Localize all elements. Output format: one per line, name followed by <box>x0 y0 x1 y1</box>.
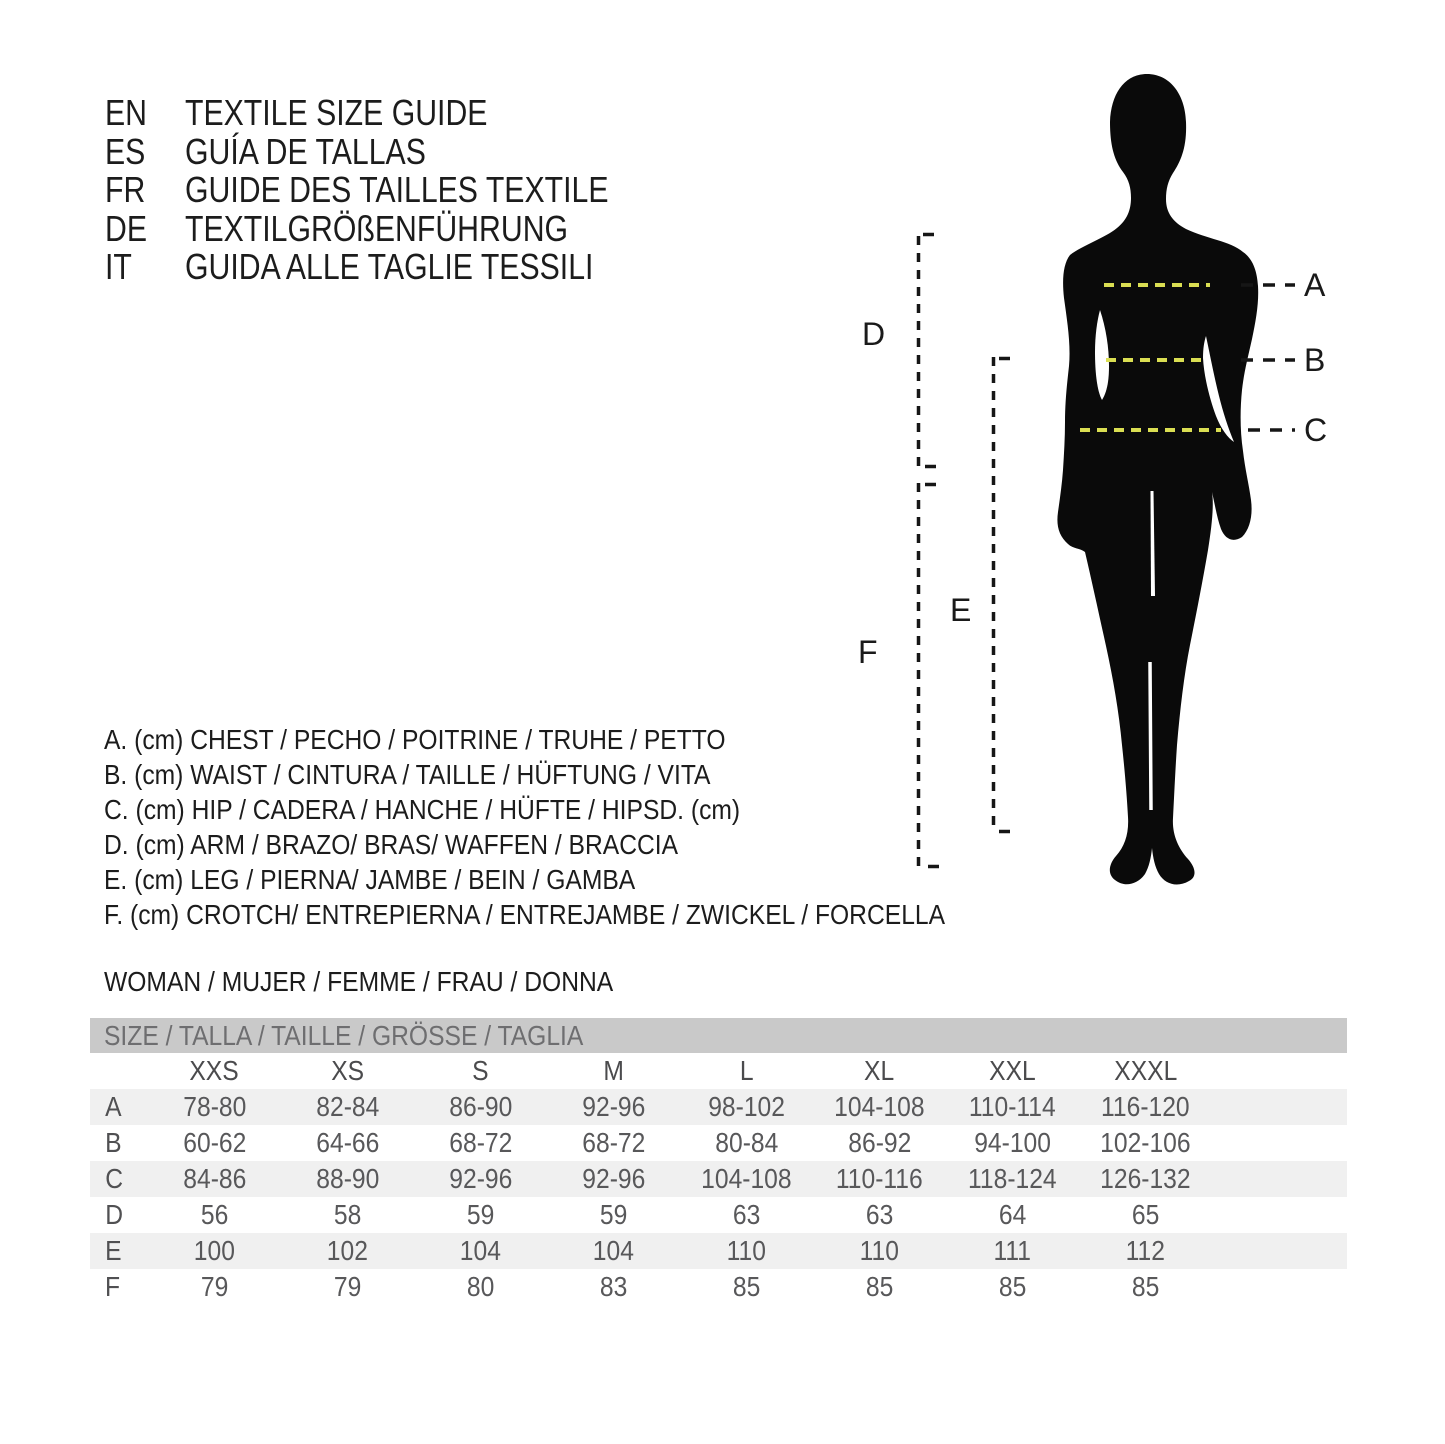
cell: 92-96 <box>581 1163 646 1194</box>
row-label: A <box>105 1091 122 1122</box>
legend-line-crotch <box>104 897 1060 932</box>
cell: 68-72 <box>581 1127 646 1158</box>
size-table-header <box>90 1018 1347 1053</box>
row-label: C <box>105 1163 124 1194</box>
guide-title-de: TEXTILGRÖßENFÜHRUNG <box>185 207 569 249</box>
cell: 102 <box>326 1235 369 1266</box>
cell: 85 <box>865 1271 894 1302</box>
cell: 104-108 <box>834 1091 925 1122</box>
cell: 110-114 <box>969 1091 1056 1122</box>
legend-text: C. (cm) HIP / CADERA / HANCHE / HÜFTE / HIPSD. (cm) <box>104 793 741 825</box>
legend-line-chest <box>104 722 1060 757</box>
legend-text: F. (cm) CROTCH/ ENTREPIERNA / ENTREJAMBE / ZWICKEL / FORCELLA <box>104 898 946 930</box>
language-row-it <box>105 248 689 287</box>
cell: 104-108 <box>701 1163 792 1194</box>
cell: 118-124 <box>968 1163 1057 1194</box>
cell: 63 <box>732 1199 761 1230</box>
cell: 85 <box>998 1271 1027 1302</box>
gender-label <box>104 967 683 997</box>
language-row-fr <box>105 171 689 210</box>
cell: 126-132 <box>1100 1163 1191 1194</box>
cell: 110 <box>859 1235 900 1266</box>
cell: 60-62 <box>182 1127 247 1158</box>
row-label: F <box>105 1271 121 1302</box>
woman-silhouette <box>1057 74 1258 885</box>
cell: 79 <box>200 1271 229 1302</box>
cell: 94-100 <box>974 1127 1051 1158</box>
cell: 86-90 <box>448 1091 513 1122</box>
cell: 111 <box>993 1235 1032 1266</box>
cell: 83 <box>599 1271 628 1302</box>
measure-label-waist: B <box>1304 342 1326 378</box>
gender-label-text: WOMAN / MUJER / FEMME / FRAU / DONNA <box>104 966 614 997</box>
cell: 110 <box>726 1235 767 1266</box>
cell: 104 <box>459 1235 502 1266</box>
language-code: FR <box>105 169 146 211</box>
cell: 100 <box>193 1235 236 1266</box>
cell: 58 <box>333 1199 362 1230</box>
size-table-header-text: SIZE / TALLA / TAILLE / GRÖSSE / TAGLIA <box>104 1019 584 1051</box>
cell: 85 <box>732 1271 761 1302</box>
cell: 110-116 <box>836 1163 923 1194</box>
cell: 86-92 <box>847 1127 912 1158</box>
cell: 82-84 <box>315 1091 380 1122</box>
cell: 63 <box>865 1199 894 1230</box>
language-row-es <box>105 130 689 172</box>
cell: 80 <box>466 1271 495 1302</box>
legend-text: B. (cm) WAIST / CINTURA / TAILLE / HÜFTUNG / VITA <box>104 758 711 790</box>
cell: 56 <box>200 1199 229 1230</box>
size-col-xs: XS <box>331 1055 364 1086</box>
measure-label-hip: C <box>1304 412 1328 448</box>
language-row-en <box>105 94 689 133</box>
measure-label-chest: A <box>1304 267 1326 303</box>
legend-text: A. (cm) CHEST / PECHO / POITRINE / TRUHE / PETTO <box>104 723 726 755</box>
guide-title-it: GUIDA ALLE TAGLIE TESSILI <box>185 246 594 288</box>
language-code: EN <box>105 92 148 134</box>
legend-line-waist <box>104 757 1060 792</box>
guide-title-fr: GUIDE DES TAILLES TEXTILE <box>185 169 609 211</box>
row-label: E <box>105 1235 122 1266</box>
cell: 104 <box>592 1235 635 1266</box>
size-table <box>90 1018 1347 1305</box>
size-col-xl: XL <box>864 1055 895 1086</box>
size-names-row <box>90 1053 1347 1089</box>
cell: 98-102 <box>708 1091 785 1122</box>
legend-text: E. (cm) LEG / PIERNA/ JAMBE / BEIN / GAMBA <box>104 863 636 895</box>
legend-text: D. (cm) ARM / BRAZO/ BRAS/ WAFFEN / BRACCIA <box>104 828 679 860</box>
cell: 64 <box>998 1199 1027 1230</box>
cell: 65 <box>1131 1199 1160 1230</box>
guide-title-en: TEXTILE SIZE GUIDE <box>185 92 488 134</box>
table-row-chest <box>90 1089 1347 1125</box>
size-col-s: S <box>472 1055 489 1086</box>
table-row-leg <box>90 1233 1347 1269</box>
cell: 79 <box>333 1271 362 1302</box>
cell: 92-96 <box>581 1091 646 1122</box>
language-code: DE <box>105 207 148 249</box>
guide-title-es: GUÍA DE TALLAS <box>185 130 426 172</box>
language-code: IT <box>105 246 132 288</box>
cell: 92-96 <box>448 1163 513 1194</box>
cell: 68-72 <box>448 1127 513 1158</box>
table-row-waist <box>90 1125 1347 1161</box>
cell: 88-90 <box>315 1163 380 1194</box>
size-col-m: M <box>603 1055 624 1086</box>
size-col-xxs: XXS <box>189 1055 240 1086</box>
language-code: ES <box>105 130 146 172</box>
table-row-hip <box>90 1161 1347 1197</box>
table-row-arm <box>90 1197 1347 1233</box>
row-label: B <box>105 1127 122 1158</box>
cell: 59 <box>466 1199 495 1230</box>
measure-label-arm: D <box>862 316 886 352</box>
calf-gap <box>1150 662 1151 810</box>
legend-line-leg <box>104 862 1060 897</box>
cell: 78-80 <box>182 1091 247 1122</box>
arm-measure-ticks <box>923 235 936 467</box>
measure-label-leg: E <box>950 592 972 628</box>
language-row-de <box>105 207 689 249</box>
legend-line-arm <box>104 827 1060 862</box>
size-col-l: L <box>739 1055 754 1086</box>
cell: 102-106 <box>1100 1127 1191 1158</box>
cell: 80-84 <box>714 1127 779 1158</box>
legend-line-hip <box>104 792 1060 827</box>
cell: 116-120 <box>1101 1091 1190 1122</box>
cell: 64-66 <box>315 1127 380 1158</box>
measurement-legend <box>104 722 1060 932</box>
size-col-xxxl: XXXL <box>1113 1055 1178 1086</box>
size-col-xxl: XXL <box>989 1055 1036 1086</box>
language-title-list <box>105 94 689 287</box>
cell: 59 <box>599 1199 628 1230</box>
cell: 84-86 <box>182 1163 247 1194</box>
cell: 85 <box>1131 1271 1160 1302</box>
table-row-crotch <box>90 1269 1347 1305</box>
row-label: D <box>105 1199 124 1230</box>
measure-label-crotch: F <box>858 634 878 670</box>
cell: 112 <box>1125 1235 1166 1266</box>
